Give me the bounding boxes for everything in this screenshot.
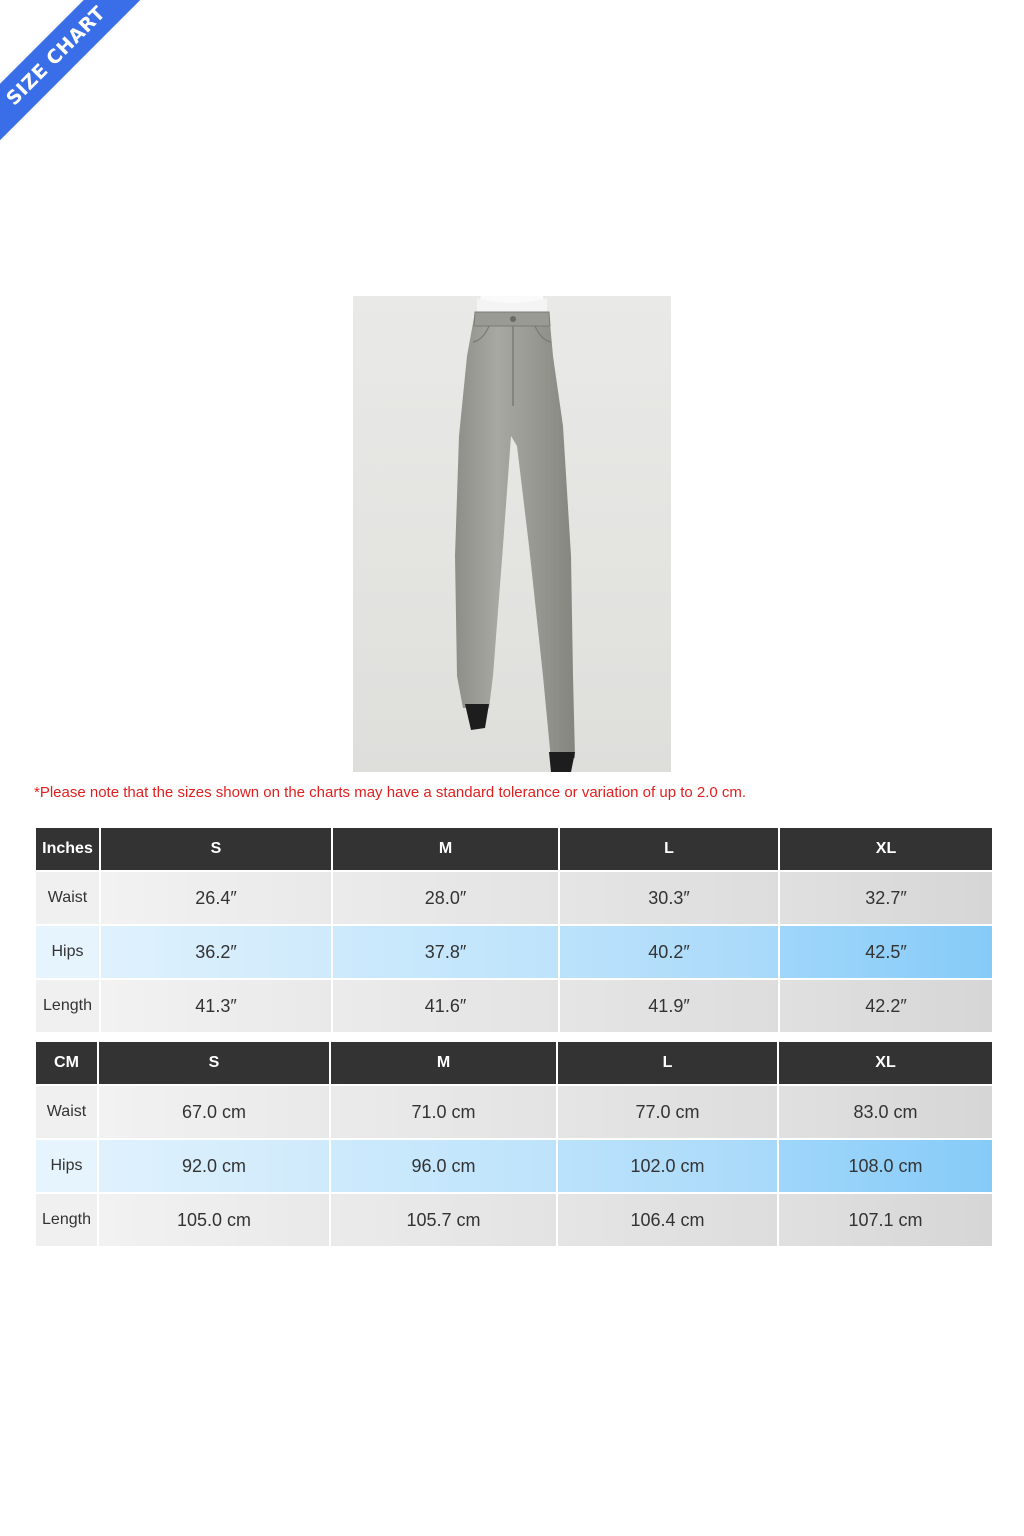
table-cell: 41.6″ xyxy=(333,980,558,1034)
table-cell: 108.0 cm xyxy=(779,1140,992,1194)
size-header-s: S xyxy=(101,828,331,872)
table-cell: 42.5″ xyxy=(780,926,992,980)
row-label: Hips xyxy=(36,1140,97,1194)
size-table-cm xyxy=(34,1042,994,1248)
unit-header: Inches xyxy=(36,828,99,872)
table-cell: 41.3″ xyxy=(101,980,331,1034)
table-cell: 105.0 cm xyxy=(99,1194,329,1248)
row-label: Length xyxy=(36,980,99,1034)
size-chart-ribbon xyxy=(0,0,150,150)
table-cell: 42.2″ xyxy=(780,980,992,1034)
size-header-xl: XL xyxy=(779,1042,992,1086)
product-photo xyxy=(353,296,671,772)
table-cell: 106.4 cm xyxy=(558,1194,777,1248)
unit-header: CM xyxy=(36,1042,97,1086)
table-cell: 41.9″ xyxy=(560,980,778,1034)
table-cell: 77.0 cm xyxy=(558,1086,777,1140)
table-cell: 105.7 cm xyxy=(331,1194,556,1248)
table-cell: 30.3″ xyxy=(560,872,778,926)
size-header-l: L xyxy=(560,828,778,872)
table-row-waist xyxy=(36,872,992,926)
table-cell: 96.0 cm xyxy=(331,1140,556,1194)
table-row-waist xyxy=(36,1086,992,1140)
size-header-m: M xyxy=(333,828,558,872)
table-cell: 37.8″ xyxy=(333,926,558,980)
table-cell: 67.0 cm xyxy=(99,1086,329,1140)
row-label: Waist xyxy=(36,872,99,926)
size-header-s: S xyxy=(99,1042,329,1086)
tolerance-note: *Please note that the sizes shown on the charts may have a standard tolerance or variation of up to 2.0 cm. xyxy=(34,784,747,801)
size-chart-ribbon-label: SIZE CHART xyxy=(0,0,150,150)
table-cell: 28.0″ xyxy=(333,872,558,926)
size-header-xl: XL xyxy=(780,828,992,872)
table-cell: 36.2″ xyxy=(101,926,331,980)
size-header-l: L xyxy=(558,1042,777,1086)
table-row-length xyxy=(36,980,992,1034)
table-cell: 26.4″ xyxy=(101,872,331,926)
row-label: Waist xyxy=(36,1086,97,1140)
table-header-row xyxy=(36,1042,992,1086)
row-label: Length xyxy=(36,1194,97,1248)
table-cell: 71.0 cm xyxy=(331,1086,556,1140)
table-row-hips xyxy=(36,1140,992,1194)
size-table-inches xyxy=(34,828,994,1034)
row-label: Hips xyxy=(36,926,99,980)
table-cell: 92.0 cm xyxy=(99,1140,329,1194)
table-cell: 40.2″ xyxy=(560,926,778,980)
table-cell: 83.0 cm xyxy=(779,1086,992,1140)
size-header-m: M xyxy=(331,1042,556,1086)
table-cell: 32.7″ xyxy=(780,872,992,926)
table-cell: 102.0 cm xyxy=(558,1140,777,1194)
table-row-hips xyxy=(36,926,992,980)
table-header-row xyxy=(36,828,992,872)
table-cell: 107.1 cm xyxy=(779,1194,992,1248)
table-row-length xyxy=(36,1194,992,1248)
